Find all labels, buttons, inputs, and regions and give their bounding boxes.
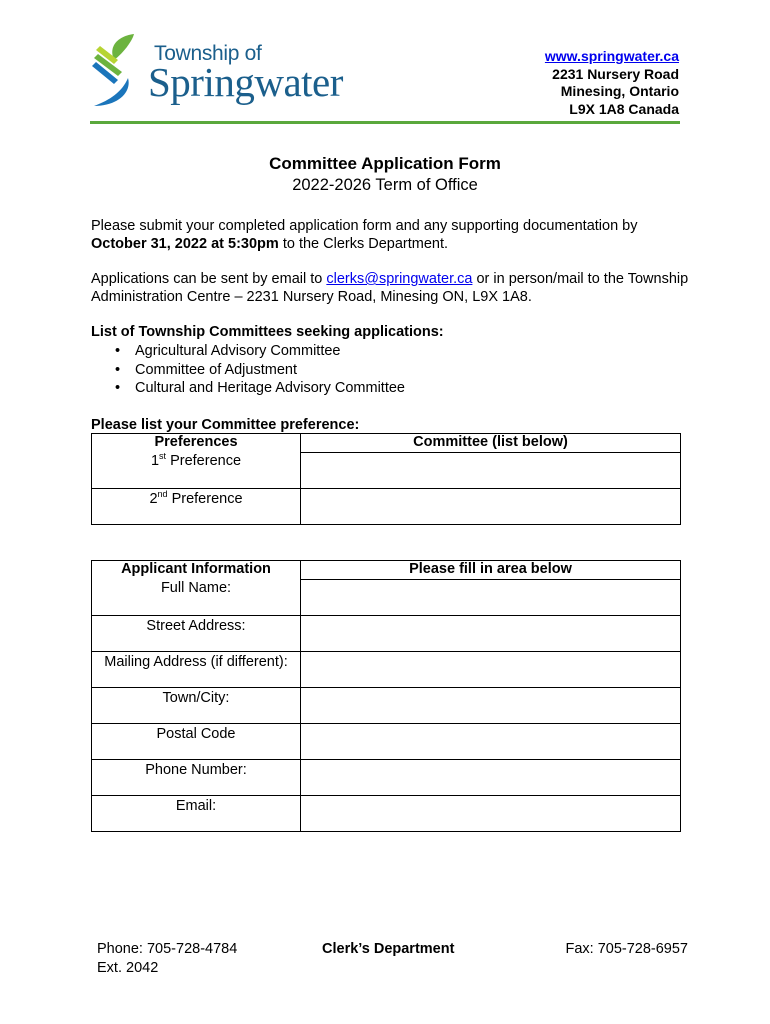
applicant-info-column-header: Applicant Information: [92, 561, 301, 580]
phone-number-label: Phone Number:: [92, 760, 301, 796]
street-address-label: Street Address:: [92, 616, 301, 652]
email-field[interactable]: [301, 796, 681, 832]
first-preference-label: 1st Preference: [92, 453, 301, 489]
bullet-icon: •: [115, 361, 121, 378]
first-preference-field[interactable]: [301, 453, 681, 489]
postal-code-field[interactable]: [301, 724, 681, 760]
intro-paragraph-1: Please submit your completed application form and any supporting documentation by October 31, 2022 at 5:30pm to the Clerks Department.: [91, 218, 638, 252]
phone-number-field[interactable]: [301, 760, 681, 796]
footer-department: Clerk’s Department: [322, 941, 455, 957]
second-preference-field[interactable]: [301, 489, 681, 525]
deadline-text: October 31, 2022 at 5:30pm: [91, 236, 279, 252]
contact-address: [545, 48, 679, 118]
bullet-icon: •: [115, 343, 121, 359]
committees-heading: List of Township Committees seeking applications:: [91, 324, 444, 340]
city-province: Minesing, Ontario: [560, 83, 679, 99]
street-address-field[interactable]: [301, 616, 681, 652]
email-label: Email:: [92, 796, 301, 832]
fill-area-column-header: Please fill in area below: [301, 561, 681, 580]
logo-township-text: Township of: [154, 42, 262, 65]
logo-springwater-text: Springwater: [148, 59, 343, 105]
form-subtitle: 2022-2026 Term of Office: [292, 176, 478, 194]
list-item: • Committee of Adjustment: [115, 361, 297, 378]
footer-extension: Ext. 2042: [97, 960, 159, 976]
full-name-label: Full Name:: [92, 580, 301, 616]
preference-table: [91, 433, 681, 525]
street-address: 2231 Nursery Road: [552, 65, 679, 82]
header-divider: [90, 121, 680, 124]
list-item: • Agricultural Advisory Committee: [115, 343, 341, 359]
committee-list: [91, 342, 405, 398]
town-city-field[interactable]: [301, 688, 681, 724]
preferences-column-header: Preferences: [92, 434, 301, 453]
website-link[interactable]: www.springwater.ca: [544, 48, 679, 64]
committee-column-header: Committee (list below): [301, 434, 681, 453]
footer-phone-number: Phone: 705-728-4784: [97, 941, 238, 957]
list-item: • Cultural and Heritage Advisory Committee: [115, 380, 405, 397]
intro-paragraph-2: Applications can be sent by email to clerks@springwater.ca or in person/mail to the Township Administration Centre – 2231 Nursery Road, Minesing ON, L9X 1A8.: [91, 271, 689, 305]
postal-code-label: Postal Code: [92, 724, 301, 760]
footer-phone: [97, 940, 237, 978]
town-city-label: Town/City:: [92, 688, 301, 724]
postal-country: L9X 1A8 Canada: [569, 100, 679, 117]
form-title: Committee Application Form: [269, 154, 501, 173]
mailing-address-field[interactable]: [301, 652, 681, 688]
full-name-field[interactable]: [301, 580, 681, 616]
springwater-logo: [88, 32, 358, 110]
applicant-table: [91, 560, 681, 832]
clerks-email-link[interactable]: clerks@springwater.ca: [326, 271, 473, 287]
second-preference-label: 2nd Preference: [92, 489, 301, 525]
footer-fax: Fax: 705-728-6957: [565, 941, 688, 957]
bullet-icon: •: [115, 380, 121, 397]
springwater-swoosh-icon: [88, 32, 148, 110]
preference-heading: Please list your Committee preference:: [91, 417, 360, 433]
mailing-address-label: Mailing Address (if different):: [92, 652, 301, 688]
